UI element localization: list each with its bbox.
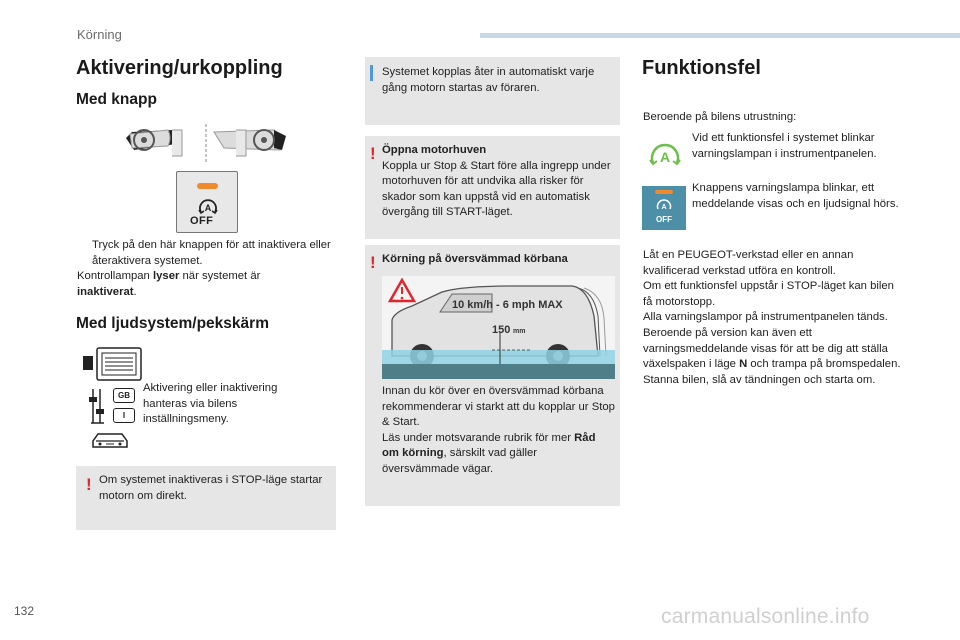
section-label: Körning [77,27,122,42]
header-bar [480,33,960,38]
para-5: Stanna bilen, slå av tändningen och starta om. [643,373,876,386]
info-i-icon: I [113,408,135,423]
ljud-text: Aktivering eller inaktivering hanteras via bilens inställningsmeny. [143,382,278,426]
flood-text [382,384,615,478]
flood-title: Körning på översvämmad körbana [382,253,568,265]
warning-icon: ! [370,144,376,163]
bullet-instruction: Tryck på den här knappen för att inaktivera eller återaktivera systemet. [92,239,331,267]
flood-illustration [382,276,615,379]
stop-start-button [176,171,238,233]
warning-box-hood [365,136,620,239]
item1-text: Vid ett funktionsfel i systemet blinkar varningslampan i instrumentpanelen. [692,132,877,160]
button-lamp-icon [642,186,686,230]
page-number: 132 [14,604,35,618]
warning-text: Om systemet inaktiveras i STOP-läge startar motorn om direkt. [99,474,323,502]
para-1: Låt en PEUGEOT-verkstad eller en annan kvalificerad verkstad utföra en kontroll. [643,249,854,277]
para-4-prefix: Beroende på version kan även ett varningsmeddelande visas för att be dig att ställa växelspaken i läge [643,326,888,371]
info-text: Systemet kopplas åter in automatiskt varje gång motorn startas av föraren. [382,66,595,94]
title-aktivering: Aktivering/urkoppling [76,57,283,79]
warning-box-flood [365,245,620,506]
info-box [365,57,620,125]
control-bold-inaktiverat: inaktiverat [77,285,134,298]
auto-stop-icon [655,197,673,215]
flood-depth-label: 150 [492,324,511,336]
title-funktionsfel: Funktionsfel [642,57,761,79]
control-lamp-text [77,269,347,300]
para-4-bold: N [739,358,748,371]
hood-title: Öppna motorhuven [382,144,487,156]
flood-text2-prefix: Läs under motsvarande rubrik för mer [382,431,575,444]
intro-text: Beroende på bilens utrustning: [643,111,797,123]
svg-text:A: A [661,204,667,211]
control-mid: när systemet är [179,270,261,282]
para-4 [643,326,903,373]
touchscreen-icon [83,346,143,382]
flood-text2-bold: Råd om körning [382,431,596,460]
green-auto-stop-lamp-icon [648,141,682,169]
off-label: OFF [190,215,214,227]
warning-icon: ! [86,475,92,494]
left-dashboard-illustration [126,130,182,156]
car-icon [90,430,130,452]
control-end: . [133,285,137,298]
button-lamp-bar [655,190,673,194]
right-paragraphs [643,248,903,388]
item2-text: Knappens varningslampa blinkar, ett meddelande visas och en ljudsignal hörs. [692,182,899,210]
watermark: carmanualsonline.info [661,605,870,628]
language-gb-icon: GB [113,388,135,403]
para-3: Alla varningslampor på instrumentpanelen tänds. [643,311,888,324]
flood-depth-unit: mm [513,328,526,335]
control-prefix: Kontrollampan [77,270,153,282]
flood-speed-label: 10 km/h - 6 mph MAX [452,299,563,311]
flood-text1: Innan du kör över en översvämmad körbana rekommenderar vi starkt att du kopplar ur Stop & Start. [382,385,615,429]
svg-text:A: A [659,149,671,165]
warning-lamp [197,183,218,189]
flood-text2-suffix: , särskilt vad gäller översvämmade vägar. [382,447,538,475]
button-lamp-off: OFF [656,215,672,224]
para-2: Om ett funktionsfel uppstår i STOP-läget kan bilen få motorstopp. [643,280,894,308]
hood-block [382,143,615,221]
warning-box-stop [76,466,336,530]
warning-icon: ! [370,253,376,272]
right-dashboard-illustration [214,130,286,156]
steering-wheel-illustration [124,124,288,164]
para-4-suffix: och trampa på bromspedalen. [747,358,901,371]
control-bold-lyser: lyser [152,270,180,282]
info-icon [370,65,373,81]
svg-text:A: A [204,203,212,213]
heading-med-ljudsystem: Med ljudsystem/pekskärm [76,315,269,332]
heading-med-knapp: Med knapp [76,91,157,108]
hood-text: Koppla ur Stop & Start före alla ingrepp under motorhuven för att undvika alla risker för skador som kan uppstå vid en automatisk övergång till START-läget. [382,159,611,219]
